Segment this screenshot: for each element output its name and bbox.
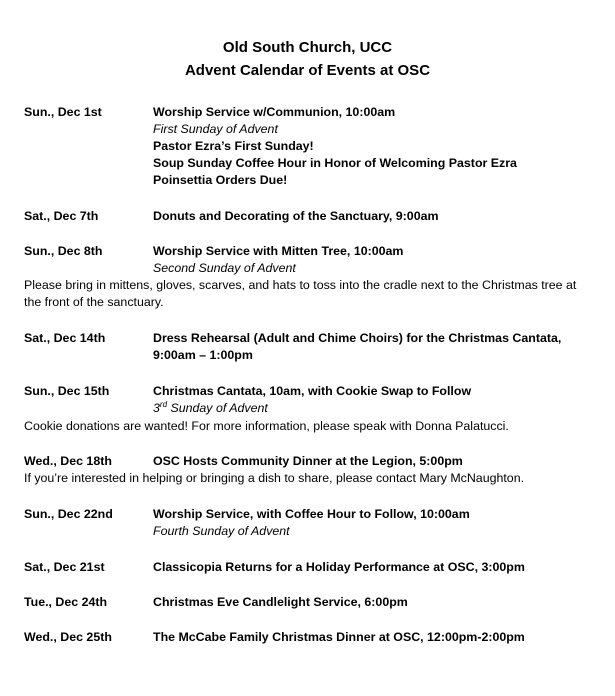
event-title: Christmas Eve Candlelight Service, 6:00pm — [153, 595, 408, 609]
event-date: Tue., Dec 24th — [24, 595, 108, 609]
event-date: Sat., Dec 14th — [24, 331, 106, 345]
advent-suffix: rd — [159, 399, 168, 409]
event-title: Worship Service with Mitten Tree, 10:00am — [153, 244, 404, 258]
event-title: Donuts and Decorating of the Sanctuary, 9:00am — [153, 209, 439, 223]
event-detail: Soup Sunday Coffee Hour in Honor of Welcoming Pastor Ezra — [153, 156, 517, 170]
event-note: If you’re interested in helping or bringing a dish to share, please contact Mary McNaughton. — [24, 471, 525, 485]
event-title: Worship Service, with Coffee Hour to Follow, 10:00am — [153, 507, 470, 521]
event-date: Sun., Dec 15th — [24, 384, 110, 398]
event-detail: 9:00am – 1:00pm — [153, 348, 253, 362]
event-date: Wed., Dec 25th — [24, 630, 112, 644]
event-note: Cookie donations are wanted! For more information, please speak with Donna Palatucci. — [24, 419, 509, 433]
event-subtitle: Fourth Sunday of Advent — [153, 524, 290, 538]
church-name: Old South Church, UCC — [222, 39, 393, 56]
event-title: Dress Rehearsal (Adult and Chime Choirs) for the Christmas Cantata, — [153, 331, 562, 345]
document-header — [0, 36, 615, 82]
event-date: Sun., Dec 22nd — [24, 507, 113, 521]
event-subtitle: Second Sunday of Advent — [153, 261, 296, 275]
event-note: Please bring in mittens, gloves, scarves, and hats to toss into the cradle next to the Christmas tree at the front of the sanctuary. — [24, 278, 577, 309]
event-title: Worship Service w/Communion, 10:00am — [153, 105, 396, 119]
advent-number: 3 — [153, 401, 160, 415]
event-subtitle: First Sunday of Advent — [153, 122, 278, 136]
event-title: OSC Hosts Community Dinner at the Legion, 5:00pm — [153, 454, 463, 468]
event-detail: Poinsettia Orders Due! — [153, 173, 288, 187]
event-title: Classicopia Returns for a Holiday Performance at OSC, 3:00pm — [153, 560, 525, 574]
event-subtitle — [153, 400, 268, 417]
event-date: Sat., Dec 21st — [24, 560, 105, 574]
event-title: Christmas Cantata, 10am, with Cookie Swap to Follow — [153, 384, 472, 398]
event-date: Wed., Dec 18th — [24, 454, 112, 468]
event-date: Sun., Dec 1st — [24, 105, 102, 119]
document-title: Advent Calendar of Events at OSC — [184, 62, 431, 79]
event-date: Sun., Dec 8th — [24, 244, 103, 258]
advent-rest: Sunday of Advent — [167, 401, 268, 415]
event-title: The McCabe Family Christmas Dinner at OSC, 12:00pm-2:00pm — [153, 630, 525, 644]
event-detail: Pastor Ezra’s First Sunday! — [153, 139, 314, 153]
event-date: Sat., Dec 7th — [24, 209, 99, 223]
